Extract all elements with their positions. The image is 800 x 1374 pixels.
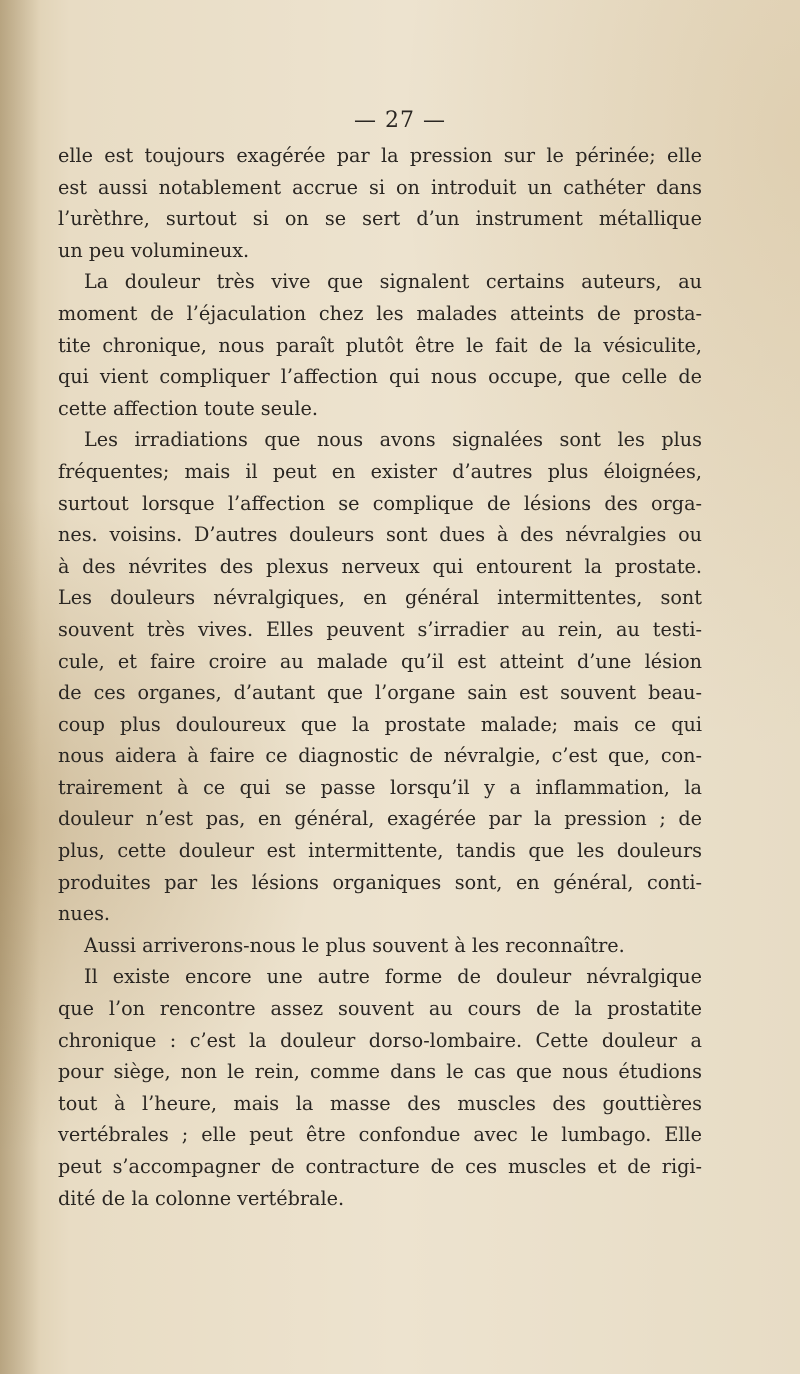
text-line: douleur n’est pas, en général, exagérée par la pression ; de: [58, 807, 702, 831]
text-line: souvent très vives. Elles peuvent s’irradier au rein, au testi-: [58, 617, 702, 641]
text-line: dité de la colonne vertébrale.: [58, 1186, 345, 1210]
text-line: Les douleurs névralgiques, en général intermittentes, sont: [58, 586, 702, 610]
text-line: tite chronique, nous paraît plutôt être le fait de la vésiculite,: [58, 333, 702, 357]
text-line: nes. voisins. D’autres douleurs sont dues à des névralgies ou: [58, 523, 702, 547]
text-line: peut s’accompagner de contracture de ces muscles et de rigi-: [58, 1155, 702, 1178]
text-line: tout à l’heure, mais la masse des muscles des gouttières: [58, 1091, 702, 1115]
text-line: chronique : c’est la douleur dorso-lombaire. Cette douleur a: [58, 1028, 702, 1052]
text-line: cule, et faire croire au malade qu’il est atteint d’une lésion: [58, 649, 702, 673]
body-text: [58, 140, 702, 1214]
text-line: pour siège, non le rein, comme dans le cas que nous étudions: [58, 1060, 702, 1084]
text-line: plus, cette douleur est intermittente, tandis que les douleurs: [58, 839, 702, 863]
text-line: à des névrites des plexus nerveux qui entourent la prostate.: [58, 554, 702, 578]
text-line: nues.: [58, 902, 111, 926]
text-line: est aussi notablement accrue si on introduit un cathéter dans: [58, 175, 702, 199]
page-number: — 27 —: [354, 108, 446, 133]
text-line: La douleur très vive que signalent certains auteurs, au: [84, 270, 702, 294]
text-line: Les irradiations que nous avons signalées sont les plus: [84, 428, 702, 452]
text-line: surtout lorsque l’affection se complique de lésions des orga-: [58, 491, 702, 515]
text-line: l’urèthre, surtout si on se sert d’un instrument métallique: [58, 207, 702, 231]
text-line: produites par les lésions organiques sont, en général, conti-: [58, 870, 702, 894]
text-line: coup plus douloureux que la prostate malade; mais ce qui: [58, 712, 702, 736]
text-line: un peu volumineux.: [58, 238, 250, 262]
text-line: fréquentes; mais il peut en exister d’autres plus éloignées,: [58, 459, 702, 483]
text-line: vertébrales ; elle peut être confondue avec le lumbago. Elle: [58, 1123, 702, 1147]
text-line: trairement à ce qui se passe lorsqu’il y a inflammation, la: [58, 775, 702, 799]
text-line: Il existe encore une autre forme de douleur névralgique: [84, 965, 702, 989]
text-line: cette affection toute seule.: [58, 396, 318, 420]
text-line: nous aidera à faire ce diagnostic de névralgie, c’est que, con-: [58, 744, 702, 768]
binding-shadow: [0, 0, 40, 1374]
text-line: elle est toujours exagérée par la pression sur le périnée; elle: [58, 144, 702, 167]
text-line: que l’on rencontre assez souvent au cours de la prostatite: [58, 997, 702, 1021]
text-line: Aussi arriverons-nous le plus souvent à les reconnaître.: [84, 933, 625, 957]
text-line: moment de l’éjaculation chez les malades atteints de prosta-: [58, 301, 702, 325]
text-line: de ces organes, d’autant que l’organe sain est souvent beau-: [58, 681, 702, 705]
text-line: qui vient compliquer l’affection qui nous occupe, que celle de: [58, 365, 702, 389]
